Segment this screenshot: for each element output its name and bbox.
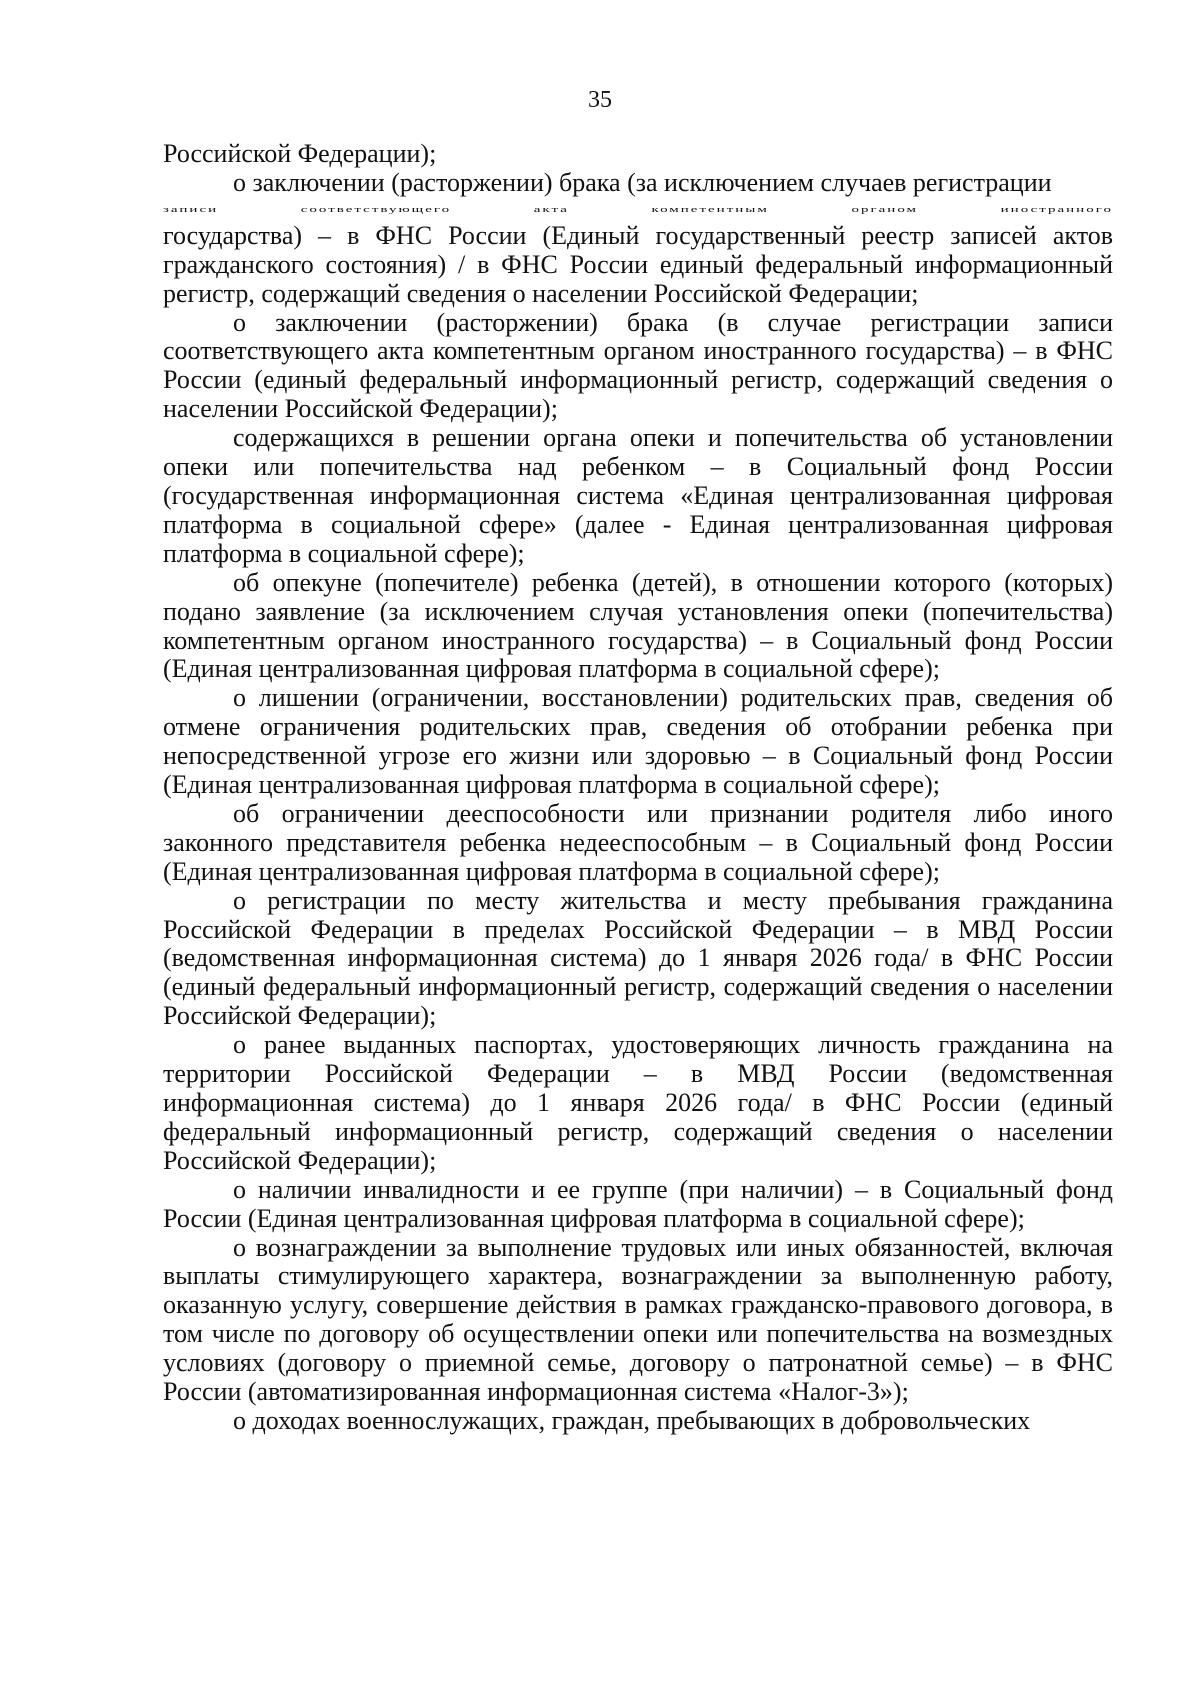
- compressed-word: компетентным: [651, 205, 769, 215]
- paragraph-7: о лишении (ограничении, восстановлении) родительских прав, сведения об отмене ограничения родительских прав, сведения об отобрании ребенка при непосредственной угрозе его жизни или здоровью – в Социальный фонд России (Единая централизованная цифровая платформа в социальной сфере);: [163, 683, 1113, 800]
- paragraph-3: государства) – в ФНС России (Единый государственный реестр записей актов гражданского состояния) / в ФНС России единый федеральный информационный регистр, содержащий сведения о населении Российской Федерации;: [163, 220, 1113, 308]
- compressed-text-line: [163, 198, 1113, 222]
- paragraph-4: о заключении (расторжении) брака (в случае регистрации записи соответствующего акта компетентным органом иностранного государства) – в ФНС России (единый федеральный информационный регистр, содержащий сведения о населении Российской Федерации);: [163, 307, 1113, 424]
- compressed-word: иностранного: [1000, 205, 1113, 215]
- paragraph-9: о регистрации по месту жительства и месту пребывания гражданина Российской Федерации в пределах Российской Федерации – в МВД России (ведомственная информационная система) до 1 января 2026 года/ в ФНС России (единый федеральный информационный регистр, содержащий сведения о населении Российской Федерации);: [163, 885, 1113, 1031]
- paragraph-2: о заключении (расторжении) брака (за исключением случаев регистрации: [233, 167, 1052, 197]
- paragraph-1: Российской Федерации);: [163, 139, 437, 168]
- paragraph-8: об ограничении дееспособности или признании родителя либо иного законного представителя ребенка недееспособным – в Социальный фонд России (Единая централизованная цифровая платформа в социальной сфере);: [163, 798, 1113, 886]
- compressed-word: соответствующего: [300, 205, 452, 215]
- paragraph-10: о ранее выданных паспортах, удостоверяющих личность гражданина на территории Российской Федерации – в МВД России (ведомственная информационная система) до 1 января 2026 года/ в ФНС России (единый федеральный информационный регистр, содержащий сведения о населении Российской Федерации);: [163, 1030, 1113, 1175]
- compressed-word: органом: [851, 205, 919, 215]
- paragraph-5: содержащихся в решении органа опеки и попечительства об установлении опеки или попечительства над ребенком – в Социальный фонд России (государственная информационная система «Единая централизованная цифровая платформа в социальной сфере» (далее - Единая централизованная цифровая платформа в социальной сфере);: [163, 423, 1113, 568]
- paragraph-6: об опекуне (попечителе) ребенка (детей), в отношении которого (которых) подано заявление (за исключением случая установления опеки (попечительства) компетентным органом иностранного государства) – в Социальный фонд России (Единая централизованная цифровая платформа в социальной сфере);: [163, 567, 1113, 684]
- paragraph-11: о наличии инвалидности и ее группе (при наличии) – в Социальный фонд России (Единая централизованная цифровая платформа в социальной сфере);: [163, 1174, 1113, 1233]
- paragraph-12: о вознаграждении за выполнение трудовых или иных обязанностей, включая выплаты стимулирующего характера, вознаграждении за выполненную работу, оказанную услугу, совершение действия в рамках гражданско-правового договора, в том числе по договору об осуществлении опеки или попечительства на возмездных условиях (договору о приемной семье, договору о патронатной семье) – в ФНС России (автоматизированная информационная система «Налог-3»);: [163, 1232, 1113, 1407]
- paragraph-13: о доходах военнослужащих, граждан, пребывающих в добровольческих: [233, 1405, 1031, 1435]
- document-body: [163, 140, 1113, 1436]
- compressed-word: записи: [163, 205, 219, 215]
- compressed-word: акта: [533, 205, 569, 215]
- page-number: 35: [588, 87, 612, 113]
